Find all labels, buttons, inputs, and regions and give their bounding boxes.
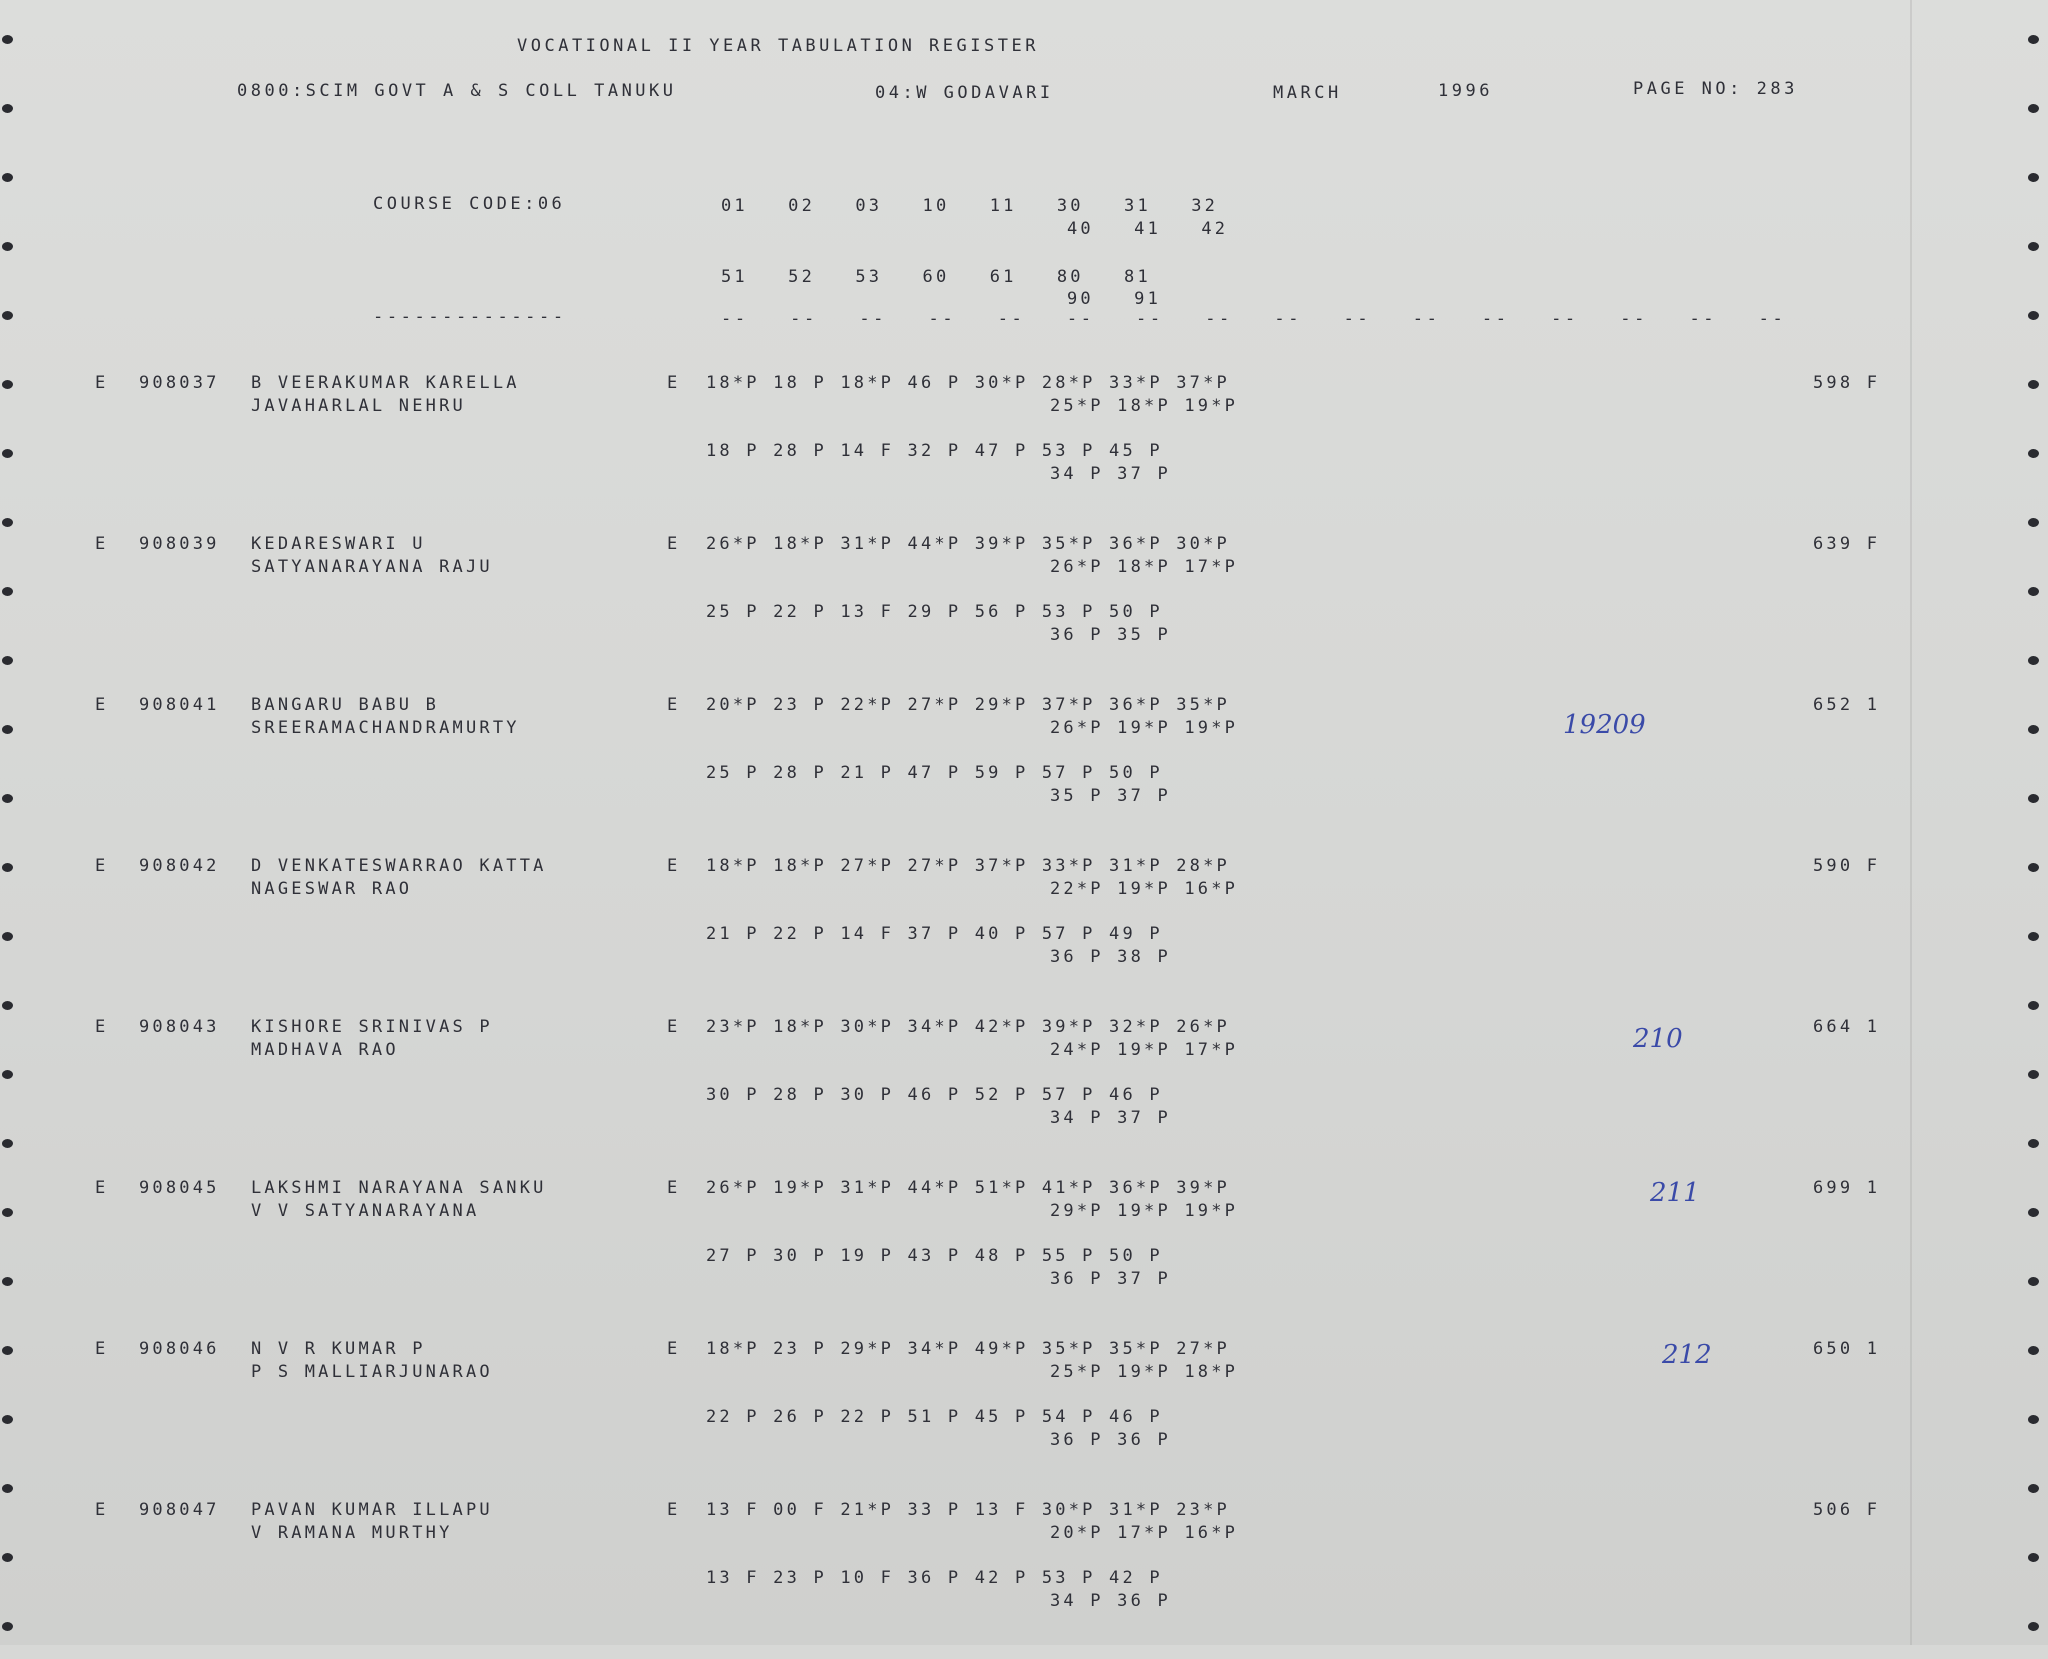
student-name: D VENKATESWARRAO KATTA: [251, 856, 547, 876]
marks-line-2: 27 P 30 P 19 P 43 P 48 P 55 P 50 P: [706, 1246, 1163, 1266]
student-record: [0, 855, 2048, 1015]
district-name: 04:W GODAVARI: [875, 83, 1054, 103]
feed-hole: [2028, 173, 2039, 182]
marks-line-2: 25 P 28 P 21 P 47 P 59 P 57 P 50 P: [706, 763, 1163, 783]
page-number: PAGE NO: 283: [1633, 79, 1798, 99]
marks-line-1: 26*P 18*P 31*P 44*P 39*P 35*P 36*P 30*P: [706, 534, 1230, 554]
record-flag: E: [95, 1178, 109, 1198]
total-result: 652 1: [1813, 695, 1881, 715]
marks-line-2b: 35 P 37 P: [1050, 786, 1171, 806]
father-name: SREERAMACHANDRAMURTY: [251, 718, 520, 738]
student-name: B VEERAKUMAR KARELLA: [251, 373, 520, 393]
exam-marker: E: [667, 534, 681, 554]
record-flag: E: [95, 1500, 109, 1520]
marks-line-1b: 24*P 19*P 17*P: [1050, 1040, 1239, 1060]
marks-line-1b: 26*P 19*P 19*P: [1050, 718, 1239, 738]
total-result: 699 1: [1813, 1178, 1881, 1198]
handwritten-serial-note: 212: [1662, 1340, 1712, 1370]
marks-line-1b: 25*P 18*P 19*P: [1050, 396, 1239, 416]
marks-line-1b: 29*P 19*P 19*P: [1050, 1201, 1239, 1221]
marks-line-1: 23*P 18*P 30*P 34*P 42*P 39*P 32*P 26*P: [706, 1017, 1230, 1037]
rule-right: -- -- -- -- -- -- -- -- -- -- -- -- -- -- -- --: [721, 309, 1787, 329]
roll-number: 908042: [139, 856, 220, 876]
total-result: 639 F: [1813, 534, 1881, 554]
college-name: 0800:SCIM GOVT A & S COLL TANUKU: [237, 81, 677, 101]
roll-number: 908047: [139, 1500, 220, 1520]
marks-line-2: 21 P 22 P 14 F 37 P 40 P 57 P 49 P: [706, 924, 1163, 944]
student-record: [0, 694, 2048, 854]
exam-year: 1996: [1438, 81, 1493, 101]
marks-line-1: 18*P 18*P 27*P 27*P 37*P 33*P 31*P 28*P: [706, 856, 1230, 876]
marks-line-1: 18*P 23 P 29*P 34*P 49*P 35*P 35*P 27*P: [706, 1339, 1230, 1359]
total-result: 590 F: [1813, 856, 1881, 876]
marks-line-2b: 36 P 35 P: [1050, 625, 1171, 645]
marks-line-1b: 22*P 19*P 16*P: [1050, 879, 1239, 899]
feed-hole: [2028, 104, 2039, 113]
record-flag: E: [95, 534, 109, 554]
marks-line-2: 13 F 23 P 10 F 36 P 42 P 53 P 42 P: [706, 1568, 1163, 1588]
feed-hole: [2, 35, 13, 44]
feed-hole: [2, 173, 13, 182]
subject-codes-row-2: 51 52 53 60 61 80 81: [721, 267, 1151, 287]
student-record: [0, 1499, 2048, 1659]
father-name: MADHAVA RAO: [251, 1040, 399, 1060]
student-name: LAKSHMI NARAYANA SANKU: [251, 1178, 547, 1198]
student-name: KISHORE SRINIVAS P: [251, 1017, 493, 1037]
feed-hole: [2028, 35, 2039, 44]
father-name: V RAMANA MURTHY: [251, 1523, 453, 1543]
father-name: SATYANARAYANA RAJU: [251, 557, 493, 577]
roll-number: 908039: [139, 534, 220, 554]
total-result: 664 1: [1813, 1017, 1881, 1037]
record-flag: E: [95, 695, 109, 715]
exam-marker: E: [667, 1017, 681, 1037]
record-flag: E: [95, 373, 109, 393]
marks-line-2: 30 P 28 P 30 P 46 P 52 P 57 P 46 P: [706, 1085, 1163, 1105]
student-record: [0, 1338, 2048, 1498]
feed-hole: [2, 311, 13, 320]
roll-number: 908037: [139, 373, 220, 393]
exam-marker: E: [667, 856, 681, 876]
roll-number: 908046: [139, 1339, 220, 1359]
feed-hole: [2028, 242, 2039, 251]
record-flag: E: [95, 1339, 109, 1359]
marks-line-1: 26*P 19*P 31*P 44*P 51*P 41*P 36*P 39*P: [706, 1178, 1230, 1198]
exam-marker: E: [667, 1500, 681, 1520]
marks-line-1: 18*P 18 P 18*P 46 P 30*P 28*P 33*P 37*P: [706, 373, 1230, 393]
father-name: NAGESWAR RAO: [251, 879, 413, 899]
marks-line-2b: 36 P 37 P: [1050, 1269, 1171, 1289]
total-result: 598 F: [1813, 373, 1881, 393]
register-title: VOCATIONAL II YEAR TABULATION REGISTER: [517, 36, 1039, 56]
record-flag: E: [95, 1017, 109, 1037]
total-result: 506 F: [1813, 1500, 1881, 1520]
student-record: [0, 533, 2048, 693]
father-name: V V SATYANARAYANA: [251, 1201, 480, 1221]
marks-line-2b: 36 P 38 P: [1050, 947, 1171, 967]
father-name: P S MALLIARJUNARAO: [251, 1362, 493, 1382]
exam-marker: E: [667, 1339, 681, 1359]
rule-left: --------------: [373, 307, 567, 327]
roll-number: 908043: [139, 1017, 220, 1037]
exam-marker: E: [667, 373, 681, 393]
marks-line-1b: 26*P 18*P 17*P: [1050, 557, 1239, 577]
subject-codes-row-2b: 90 91: [1067, 289, 1162, 309]
marks-line-2b: 34 P 36 P: [1050, 1591, 1171, 1611]
total-result: 650 1: [1813, 1339, 1881, 1359]
handwritten-serial-note: 210: [1633, 1024, 1683, 1054]
marks-line-2b: 34 P 37 P: [1050, 464, 1171, 484]
student-name: BANGARU BABU B: [251, 695, 440, 715]
feed-hole: [2, 242, 13, 251]
exam-marker: E: [667, 695, 681, 715]
course-code-label: COURSE CODE:06: [373, 194, 566, 214]
father-name: JAVAHARLAL NEHRU: [251, 396, 466, 416]
student-record: [0, 1177, 2048, 1337]
student-record: [0, 372, 2048, 532]
exam-marker: E: [667, 1178, 681, 1198]
marks-line-2b: 36 P 36 P: [1050, 1430, 1171, 1450]
handwritten-serial-note: 19209: [1563, 710, 1646, 740]
roll-number: 908041: [139, 695, 220, 715]
student-name: PAVAN KUMAR ILLAPU: [251, 1500, 493, 1520]
marks-line-2: 22 P 26 P 22 P 51 P 45 P 54 P 46 P: [706, 1407, 1163, 1427]
marks-line-1: 20*P 23 P 22*P 27*P 29*P 37*P 36*P 35*P: [706, 695, 1230, 715]
record-flag: E: [95, 856, 109, 876]
student-name: KEDARESWARI U: [251, 534, 426, 554]
marks-line-2: 25 P 22 P 13 F 29 P 56 P 53 P 50 P: [706, 602, 1163, 622]
marks-line-2b: 34 P 37 P: [1050, 1108, 1171, 1128]
feed-hole: [2028, 311, 2039, 320]
subject-codes-row-1: 01 02 03 10 11 30 31 32: [721, 196, 1219, 216]
subject-codes-row-1b: 40 41 42: [1067, 219, 1229, 239]
marks-line-1: 13 F 00 F 21*P 33 P 13 F 30*P 31*P 23*P: [706, 1500, 1230, 1520]
marks-line-1b: 25*P 19*P 18*P: [1050, 1362, 1239, 1382]
roll-number: 908045: [139, 1178, 220, 1198]
marks-line-2: 18 P 28 P 14 F 32 P 47 P 53 P 45 P: [706, 441, 1163, 461]
marks-line-1b: 20*P 17*P 16*P: [1050, 1523, 1239, 1543]
feed-hole: [2, 104, 13, 113]
handwritten-serial-note: 211: [1650, 1178, 1700, 1208]
student-record: [0, 1016, 2048, 1176]
student-name: N V R KUMAR P: [251, 1339, 426, 1359]
exam-month: MARCH: [1273, 83, 1342, 103]
